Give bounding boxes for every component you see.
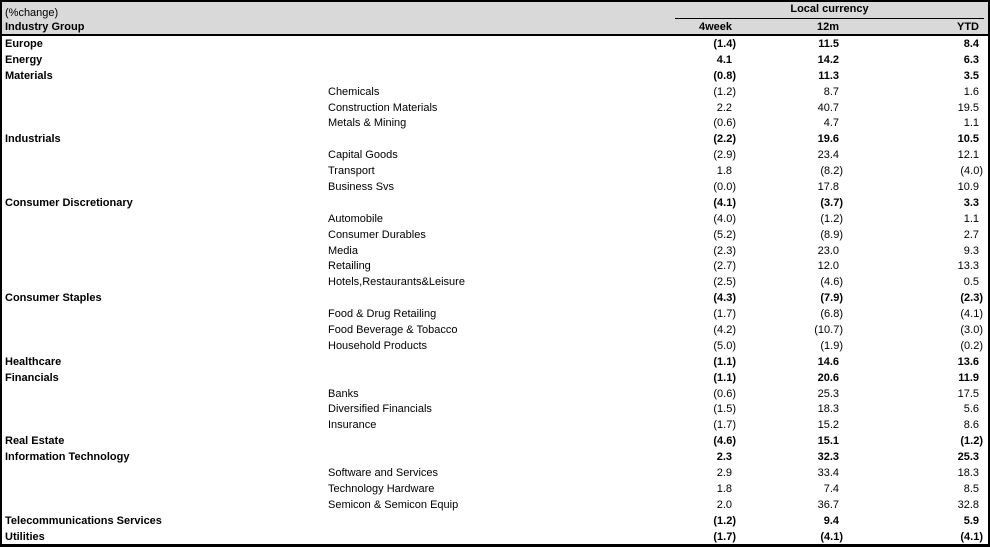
value-ytd: 8.4 (963, 37, 979, 50)
industry-group-name: Information Technology (5, 451, 130, 464)
value-12m: 25.3 (817, 387, 839, 400)
value-12m: (4.6) (820, 276, 843, 289)
value-4week: (1.1) (713, 371, 736, 384)
industry-group-name: Consumer Discretionary (5, 196, 133, 209)
value-ytd: 2.7 (963, 228, 979, 241)
value-ytd: 11.9 (958, 371, 979, 384)
value-4week: 2.2 (716, 101, 732, 114)
value-12m: 32.3 (817, 451, 839, 464)
value-ytd: 12.1 (957, 149, 979, 162)
sub-industry-name: Capital Goods (328, 149, 398, 162)
industry-group-label: Industry Group (2, 19, 675, 35)
table-row (2, 100, 988, 116)
table-row (2, 195, 988, 211)
value-ytd: (1.2) (960, 435, 983, 448)
value-ytd: 5.9 (963, 514, 979, 527)
value-4week: (1.2) (713, 85, 736, 98)
sub-industry-name: Construction Materials (328, 101, 438, 114)
value-4week: (1.1) (713, 355, 736, 368)
table-row (2, 433, 988, 449)
value-ytd: 8.5 (963, 482, 979, 495)
value-4week: (2.2) (713, 133, 736, 146)
value-ytd: 25.3 (957, 451, 979, 464)
table-row (2, 354, 988, 370)
table-row (2, 386, 988, 402)
value-4week: (0.6) (713, 387, 736, 400)
value-ytd: (2.3) (960, 292, 983, 305)
value-ytd: 10.5 (957, 133, 979, 146)
sub-industry-name: Business Svs (328, 180, 395, 193)
value-ytd: 1.1 (963, 212, 979, 225)
value-4week: (2.9) (713, 149, 736, 162)
value-4week: 1.8 (716, 165, 732, 178)
table-body (2, 35, 988, 545)
value-4week: 1.8 (716, 482, 732, 495)
value-ytd: 10.9 (957, 180, 979, 193)
value-4week: (2.3) (713, 244, 736, 257)
sub-industry-name: Semicon & Semicon Equip (328, 498, 459, 511)
value-12m: 8.7 (823, 85, 839, 98)
header-row-currency (2, 2, 988, 19)
value-4week: (5.0) (713, 339, 736, 352)
value-12m: 23.4 (817, 149, 839, 162)
sub-industry-name: Household Products (328, 339, 428, 352)
value-12m: (7.9) (820, 292, 843, 305)
table-row (2, 322, 988, 338)
table-row (2, 497, 988, 513)
sub-industry-name: Hotels,Restaurants&Leisure (328, 276, 465, 289)
table-row (2, 274, 988, 290)
table-row (2, 131, 988, 147)
value-4week: (2.5) (713, 276, 736, 289)
value-12m: 40.7 (817, 101, 839, 114)
value-4week: (2.7) (713, 260, 736, 273)
value-ytd: 9.3 (963, 244, 979, 257)
value-4week: (4.6) (713, 435, 736, 448)
table-row (2, 290, 988, 306)
table-row (2, 211, 988, 227)
value-4week: (0.6) (713, 117, 736, 130)
value-12m: 11.3 (818, 69, 839, 82)
value-ytd: 0.5 (963, 276, 979, 289)
sub-industry-name: Automobile (328, 212, 384, 225)
value-ytd: (0.2) (960, 339, 983, 352)
value-ytd: 3.3 (963, 196, 979, 209)
industry-group-name: Real Estate (5, 435, 65, 448)
value-12m: 23.0 (817, 244, 839, 257)
value-4week: (4.0) (713, 212, 736, 225)
value-ytd: 1.1 (963, 117, 979, 130)
table-row (2, 417, 988, 433)
table-row (2, 243, 988, 259)
table-row (2, 529, 988, 545)
value-ytd: (4.1) (960, 530, 983, 543)
value-ytd: 13.3 (957, 260, 979, 273)
value-4week: (5.2) (713, 228, 736, 241)
value-12m: (4.1) (820, 530, 843, 543)
value-12m: 12.0 (817, 260, 839, 273)
industry-group-name: Europe (5, 37, 43, 50)
value-4week: 2.3 (716, 451, 732, 464)
sub-industry-name: Media (328, 244, 358, 257)
table-row (2, 401, 988, 417)
value-12m: (10.7) (814, 323, 843, 336)
value-12m: 7.4 (823, 482, 839, 495)
value-4week: (1.7) (713, 308, 736, 321)
table-row (2, 370, 988, 386)
table-row (2, 449, 988, 465)
header-row-columns (2, 19, 988, 35)
value-12m: 36.7 (817, 498, 839, 511)
value-12m: 20.6 (817, 371, 839, 384)
value-ytd: 17.5 (957, 387, 979, 400)
value-4week: (4.1) (713, 196, 736, 209)
value-12m: 15.2 (817, 419, 839, 432)
table-row (2, 513, 988, 529)
value-4week: (4.2) (713, 323, 736, 336)
value-ytd: 5.6 (963, 403, 979, 416)
table-row (2, 338, 988, 354)
value-12m: 33.4 (817, 466, 839, 479)
table-row (2, 115, 988, 131)
value-12m: 18.3 (817, 403, 839, 416)
value-ytd: 3.5 (963, 69, 979, 82)
value-ytd: 13.6 (957, 355, 979, 368)
sub-industry-name: Retailing (328, 260, 371, 273)
table-row (2, 179, 988, 195)
value-ytd: (4.1) (960, 308, 983, 321)
value-12m: (1.9) (820, 339, 843, 352)
value-4week: (1.5) (713, 403, 736, 416)
industry-group-name: Materials (5, 69, 53, 82)
value-ytd: (4.0) (960, 165, 983, 178)
value-4week: 2.0 (716, 498, 732, 511)
value-ytd: 6.3 (963, 53, 979, 66)
industry-group-name: Financials (5, 371, 59, 384)
column-header-ytd: YTD (848, 19, 988, 35)
sub-industry-name: Food & Drug Retailing (328, 308, 437, 321)
industry-group-name: Healthcare (5, 355, 62, 368)
table-row (2, 227, 988, 243)
sub-industry-name: Metals & Mining (328, 117, 407, 130)
value-4week: (1.7) (713, 419, 736, 432)
table-row (2, 465, 988, 481)
value-12m: 17.8 (817, 180, 839, 193)
table-row (2, 84, 988, 100)
table-header (2, 2, 988, 35)
value-12m: 15.1 (817, 435, 839, 448)
industry-group-name: Consumer Staples (5, 292, 102, 305)
industry-group-name: Telecommunications Services (5, 514, 162, 527)
sub-industry-name: Transport (328, 165, 375, 178)
value-4week: 4.1 (716, 53, 732, 66)
value-12m: (8.9) (820, 228, 843, 241)
value-ytd: 1.6 (963, 85, 979, 98)
value-12m: 4.7 (823, 117, 839, 130)
value-12m: (3.7) (820, 196, 843, 209)
sub-industry-name: Food Beverage & Tobacco (328, 323, 458, 336)
value-12m: 14.6 (817, 355, 839, 368)
sub-industry-name: Chemicals (328, 85, 380, 98)
sub-industry-name: Banks (328, 387, 359, 400)
sub-industry-name: Consumer Durables (328, 228, 426, 241)
column-header-12m: 12m (741, 19, 848, 35)
value-12m: 19.6 (817, 133, 839, 146)
value-ytd: 18.3 (957, 466, 979, 479)
sub-industry-name: Software and Services (328, 466, 439, 479)
table-row (2, 306, 988, 322)
value-4week: (4.3) (713, 292, 736, 305)
value-ytd: 19.5 (957, 101, 979, 114)
value-ytd: (3.0) (960, 323, 983, 336)
sub-industry-name: Diversified Financials (328, 403, 432, 416)
performance-table (2, 2, 988, 545)
value-4week: (1.4) (713, 37, 736, 50)
value-ytd: 32.8 (957, 498, 979, 511)
table-row (2, 147, 988, 163)
value-12m: (8.2) (820, 165, 843, 178)
sub-industry-name: Insurance (328, 419, 377, 432)
value-4week: (1.2) (713, 514, 736, 527)
value-12m: 9.4 (823, 514, 839, 527)
table-row (2, 163, 988, 179)
table-row (2, 35, 988, 52)
value-12m: 11.5 (818, 37, 839, 50)
column-header-4week: 4week (675, 19, 741, 35)
table-row (2, 258, 988, 274)
currency-group-cell (675, 2, 988, 19)
value-ytd: 8.6 (963, 419, 979, 432)
value-12m: 14.2 (817, 53, 839, 66)
sub-industry-name: Technology Hardware (328, 482, 435, 495)
value-4week: (0.0) (713, 180, 736, 193)
pct-change-label: (%change) (5, 7, 59, 19)
industry-group-name: Utilities (5, 530, 45, 543)
industry-group-name: Energy (5, 53, 43, 66)
value-4week: (1.7) (713, 530, 736, 543)
value-12m: (6.8) (820, 308, 843, 321)
value-12m: (1.2) (820, 212, 843, 225)
table-row (2, 52, 988, 68)
value-4week: (0.8) (713, 69, 736, 82)
value-4week: 2.9 (716, 466, 732, 479)
local-currency-header: Local currency (675, 2, 984, 19)
table-row (2, 68, 988, 84)
table-row (2, 481, 988, 497)
industry-group-name: Industrials (5, 133, 61, 146)
